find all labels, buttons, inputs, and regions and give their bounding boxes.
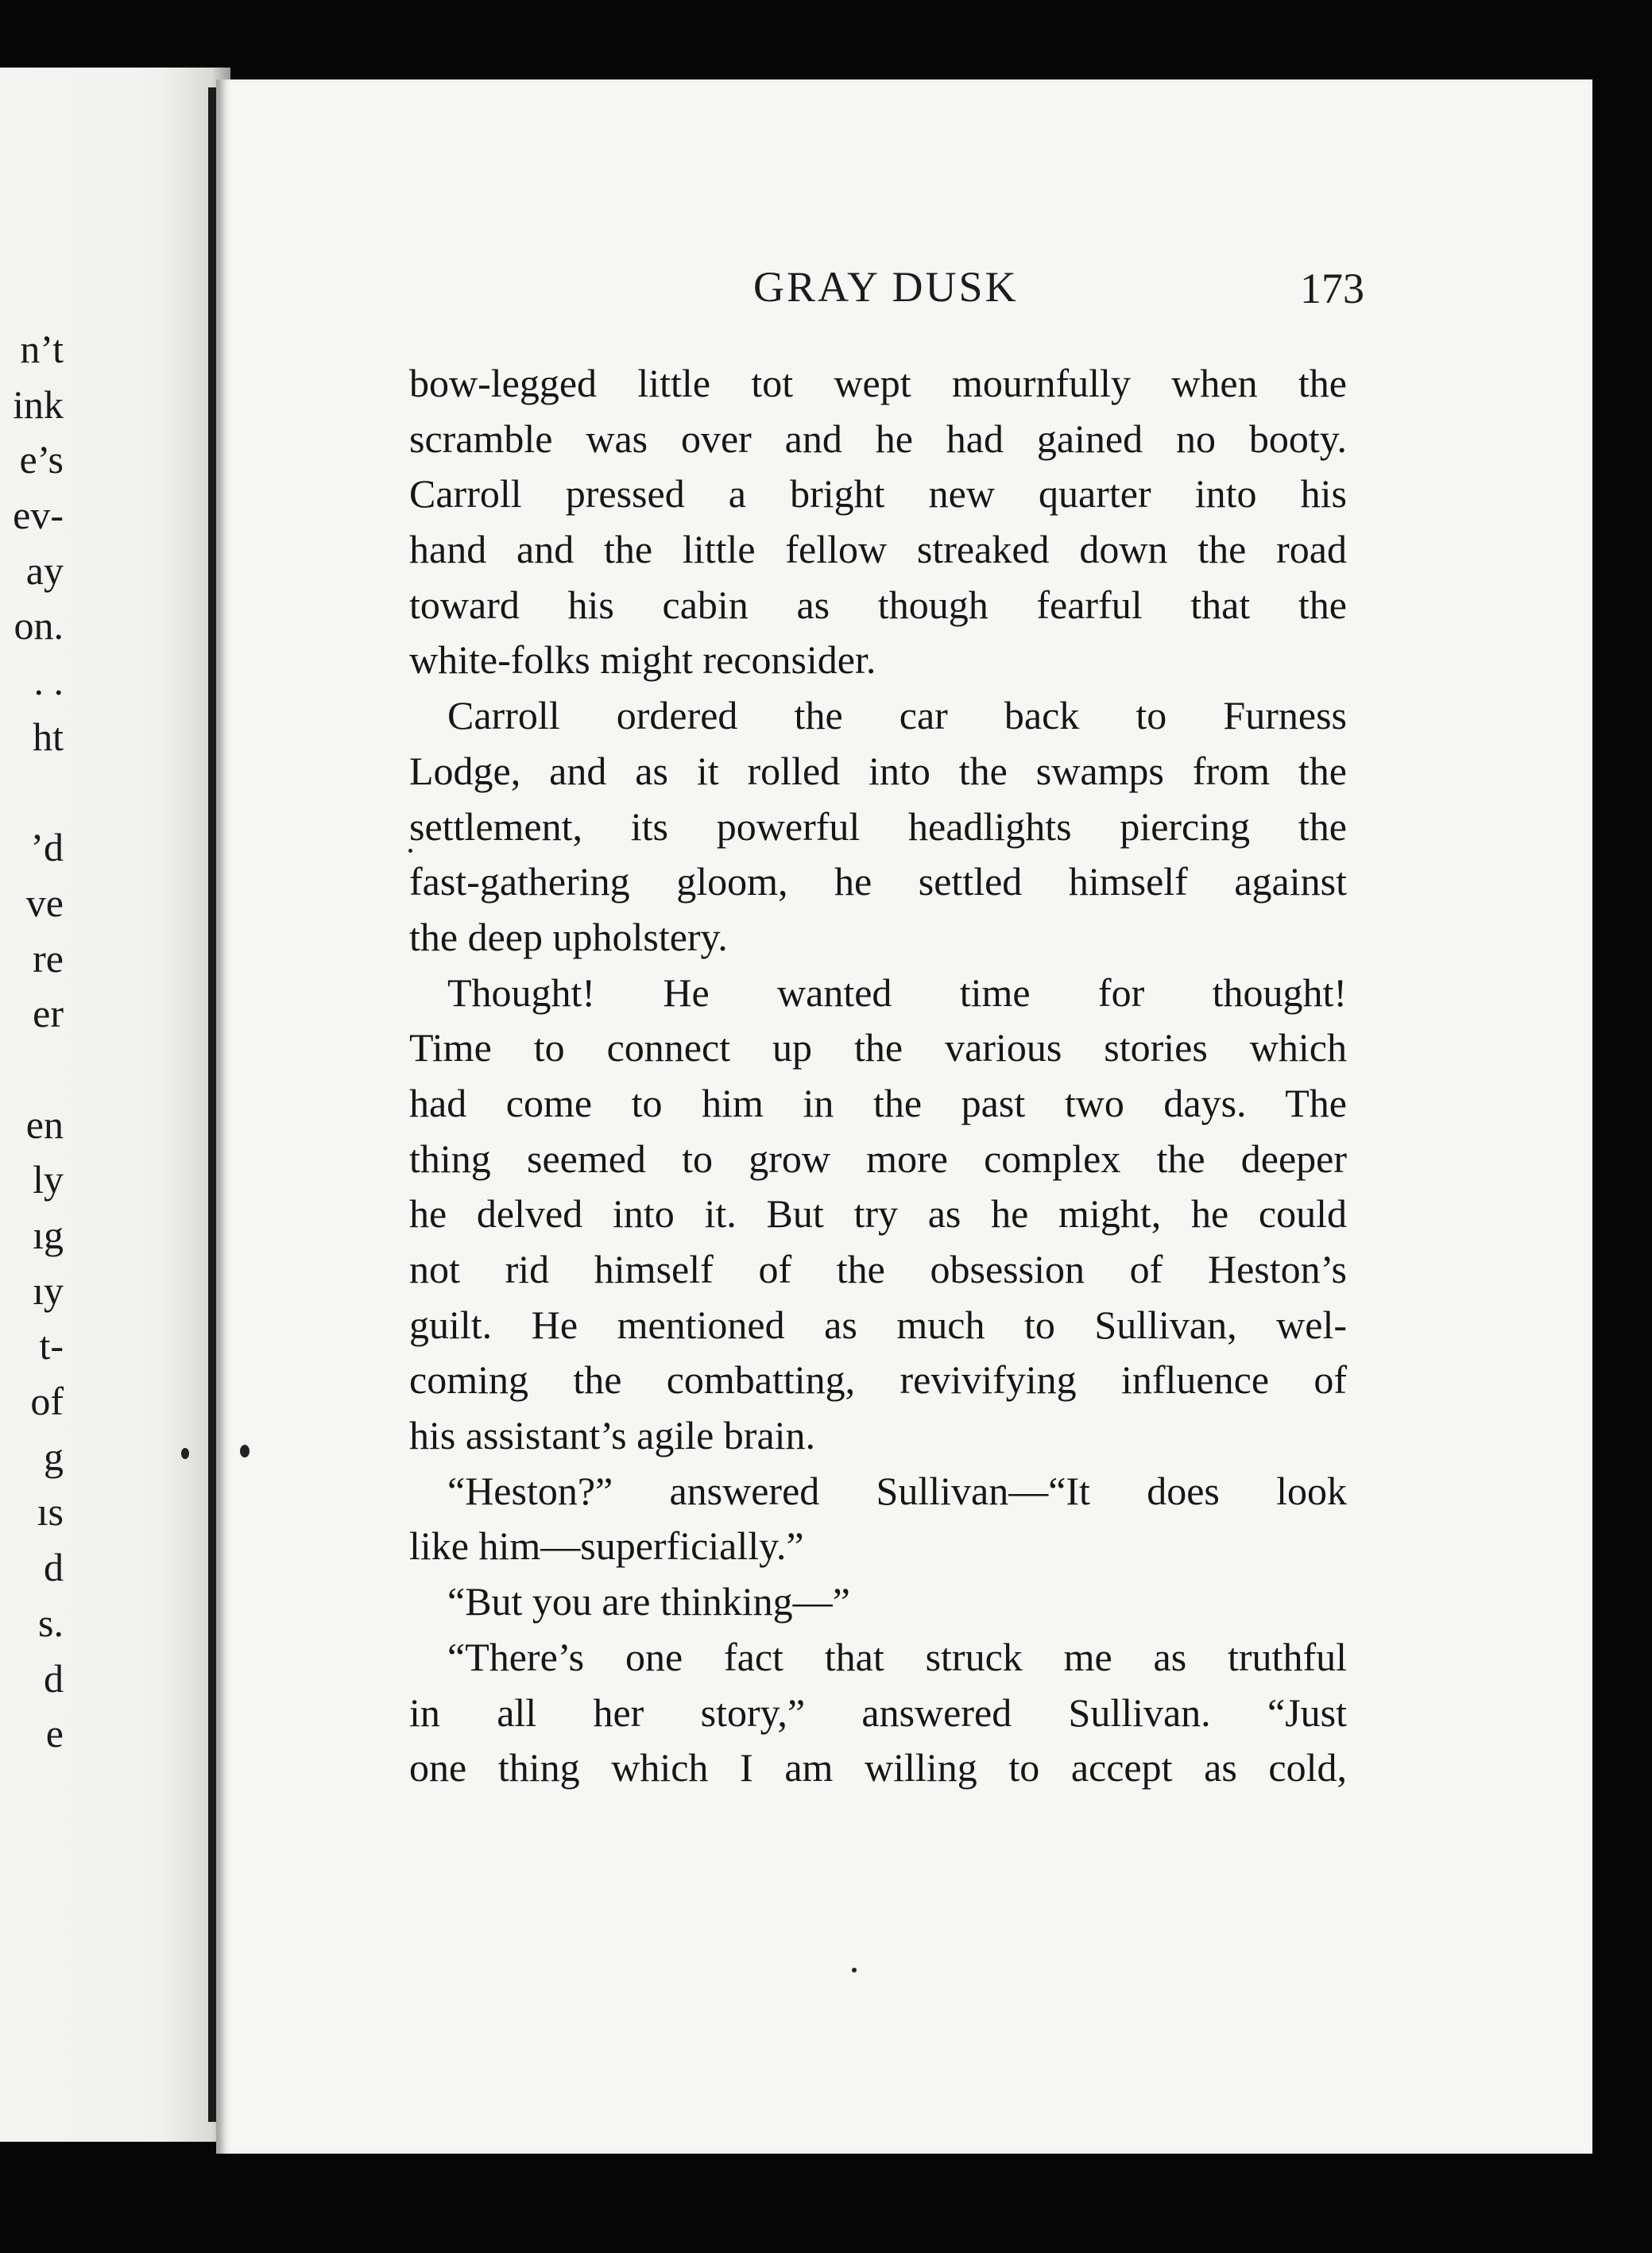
text-line: fast-gathering gloom, he settled himself against (409, 859, 1347, 904)
left-page-fragment: e’s (19, 437, 64, 482)
scan-speck (408, 849, 412, 853)
text-line: Carroll ordered the car back to Furness (447, 693, 1347, 738)
text-line: thing seemed to grow more complex the deeper (409, 1136, 1347, 1181)
left-page-fragment: en (25, 1101, 64, 1147)
left-page-fragment: re (33, 935, 64, 981)
text-line: the deep upholstery. (409, 914, 728, 959)
text-line: “But you are thinking—” (447, 1579, 850, 1624)
left-page-fragment: d (44, 1545, 64, 1590)
scan-speck (181, 1448, 189, 1459)
text-line: coming the combatting, revivifying influence of (409, 1357, 1347, 1403)
text-line: Thought! He wanted time for thought! (447, 970, 1347, 1015)
text-line: settlement, its powerful headlights piercing the (409, 803, 1347, 849)
left-page-fragment: ev- (13, 493, 64, 538)
text-line: Time to connect up the various stories which (409, 1025, 1347, 1070)
text-line: guilt. He mentioned as much to Sullivan, wel- (409, 1302, 1347, 1347)
left-page-fragment: . . (33, 659, 64, 704)
text-line: had come to him in the past two days. The (409, 1080, 1347, 1125)
text-line: one thing which I am willing to accept as cold, (409, 1745, 1347, 1790)
left-page-fragment: e (45, 1711, 64, 1756)
text-line: “There’s one fact that struck me as truthful (447, 1634, 1347, 1679)
left-page-fragment: ink (13, 381, 64, 427)
running-head: GRAY DUSK (753, 263, 1019, 311)
left-page-fragment: ıy (33, 1268, 64, 1313)
scan-speck (852, 1968, 857, 1972)
left-page-fragment: ’d (30, 825, 64, 870)
left-page-fragment: ay (25, 548, 64, 593)
text-line: bow-legged little tot wept mournfully when the (409, 361, 1347, 405)
text-line: he delved into it. But try as he might, he could (409, 1191, 1347, 1237)
page-number: 173 (1300, 265, 1364, 312)
left-page-fragment: ly (33, 1157, 64, 1202)
text-line: toward his cabin as though fearful that the (409, 582, 1347, 627)
text-line: scramble was over and he had gained no booty. (409, 416, 1347, 461)
left-page-fragment: g (44, 1434, 64, 1479)
left-page-fragment: on. (14, 603, 64, 648)
left-page-fragment: t- (39, 1323, 64, 1368)
text-line: like him—superficially.” (409, 1523, 804, 1569)
text-line: Carroll pressed a bright new quarter into his (409, 471, 1347, 517)
text-line: in all her story,” answered Sullivan. “Just (409, 1690, 1347, 1735)
left-page-fragment: d (44, 1655, 64, 1701)
left-page-fragment: ıs (37, 1489, 64, 1535)
left-page-fragment: ve (25, 880, 64, 925)
text-line: “Heston?” answered Sullivan—“It does look (447, 1468, 1347, 1513)
left-page-fragment: s. (38, 1600, 64, 1645)
left-page-fragment: of (30, 1379, 64, 1424)
text-line: Lodge, and as it rolled into the swamps from the (409, 748, 1347, 793)
text-line: not rid himself of the obsession of Heston’s (409, 1247, 1347, 1291)
scan-speck (240, 1445, 250, 1457)
left-page-fragment: er (33, 991, 64, 1036)
left-page-fragment: ıg (33, 1213, 64, 1257)
left-page-fragment (0, 1042, 64, 1097)
left-page-fragment (0, 765, 64, 821)
left-page-fragment: ht (33, 714, 64, 759)
left-page-fragment: n’t (20, 327, 64, 371)
text-line: his assistant’s agile brain. (409, 1413, 816, 1458)
text-line: hand and the little fellow streaked down the road (409, 527, 1347, 572)
text-line: white-folks might reconsider. (409, 637, 876, 683)
left-page-text-fragments (0, 322, 64, 1762)
page-header (0, 262, 1367, 326)
body-text (409, 356, 1347, 1796)
